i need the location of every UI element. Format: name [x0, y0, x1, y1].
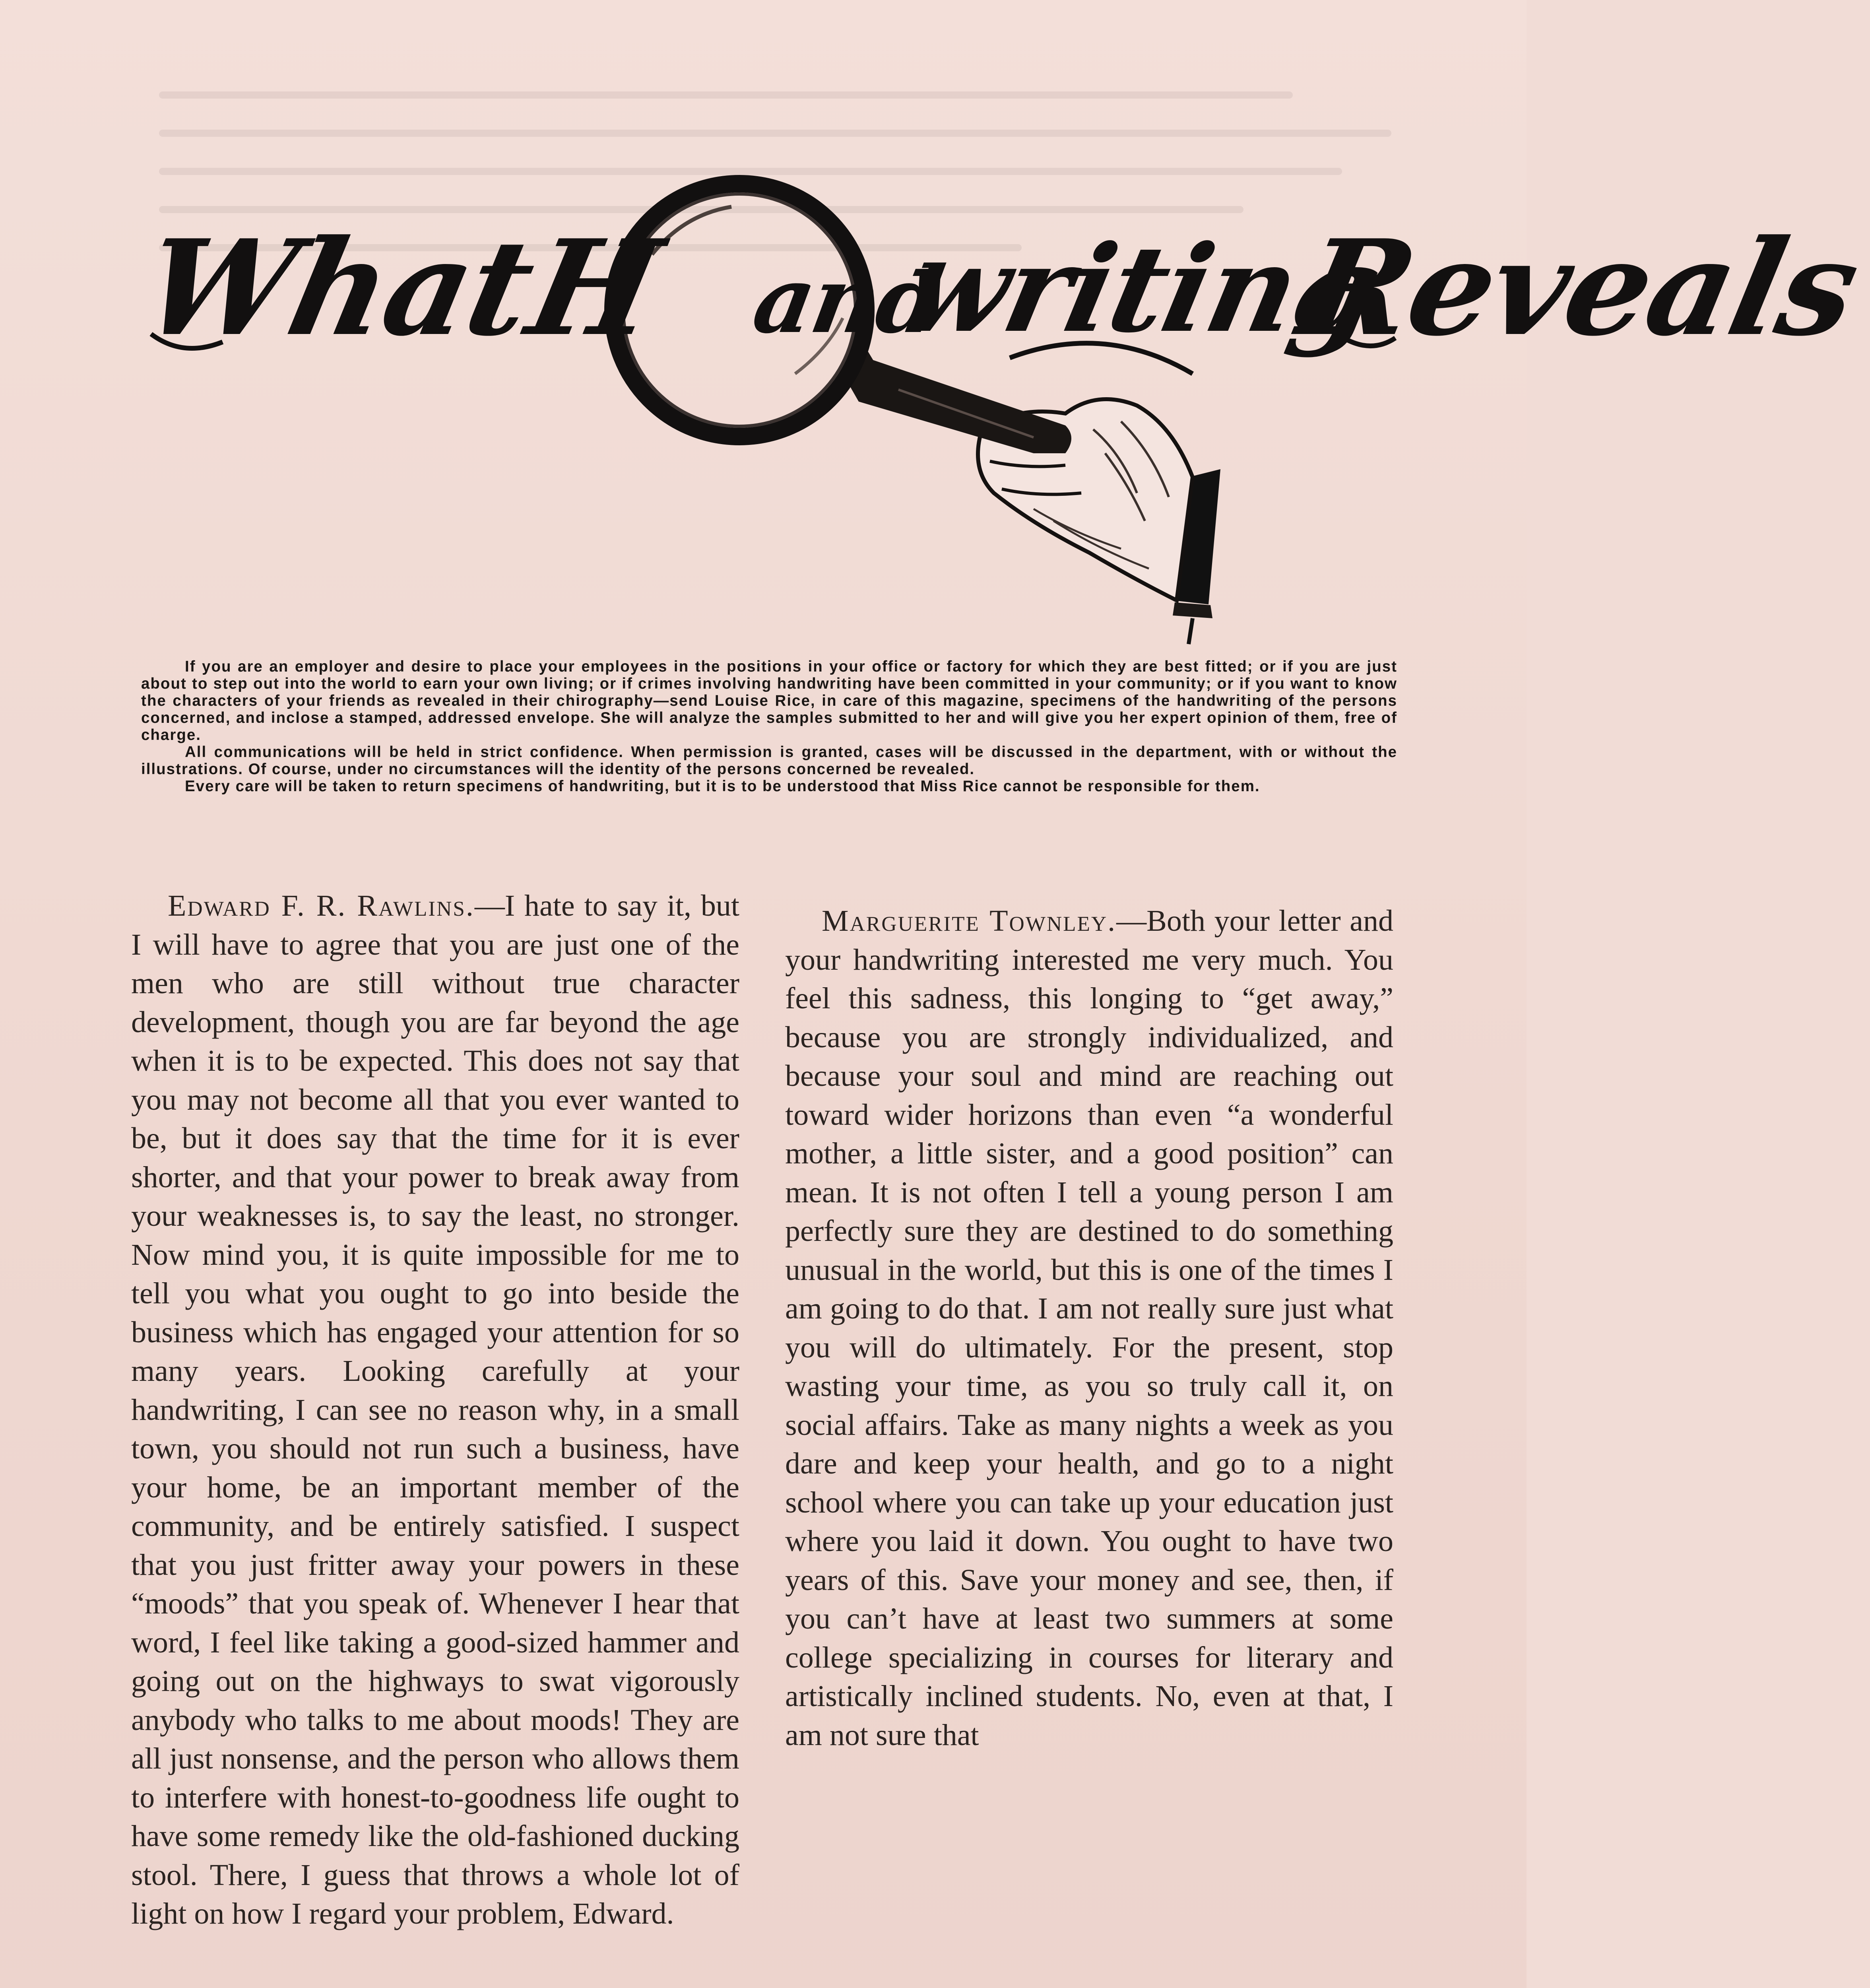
right-column — [785, 887, 1393, 1755]
letter-townley — [785, 902, 1393, 1755]
title-reveals: Reveals — [1287, 211, 1870, 365]
letter-reply-text: —Both your letter and your handwriting interested me very much. You feel this sadness, this longing to “get away,” because you are strongly individualized, and because your soul and mind are reaching out toward wider horizons than even “a wonderful mother, a little sister, and a good position” can mean. It is not often I tell a young person I am perfectly sure they are destined to do something unusual in the world, but this is one of the times I am going to do that. I am not really sure just what you will do ultimately. For the present, stop wasting your time, as you so truly call it, on social affairs. Take as many nights a week as you dare and keep your health, and go to a night school where you can take up your education just where you laid it down. You ought to have two years of this. Save your money and see, then, if you can’t have at least two summers at some college specializing in courses for literary and artistically inclined students. No, even at that, I am not sure that — [785, 904, 1393, 1752]
title-writing: writing — [891, 219, 1392, 359]
department-header — [119, 151, 1870, 648]
notice-paragraph: Every care will be taken to return specimens of handwriting, but it is to be understood that Miss Rice cannot be responsible for them. — [185, 778, 1260, 795]
notice-paragraph: If you are an employer and desire to place your employees in the positions in your office or factory for which they are best fitted; or if you are just about to step out into the world to earn your own living; or if crimes involving handwriting have been committed in your community; or if you want to know the characters of your friends as revealed in their chirography—send Louise Rice, in care of this magazine, specimens of the handwriting of the persons concerned, and inclose a stamped, addressed envelope. She will analyze the samples submitted to her and will give you her expert opinion of them, free of charge. — [141, 658, 1397, 744]
letter-reply-text: —I hate to say it, but I will have to agree that you are just one of the men who are still without true character development, though you are far beyond the age when it is to be expected. This does not say that you may not become all that you ever wanted to be, but it does say that the time for it is ever shorter, and that your power to break away from your weaknesses is, to say the least, no stronger. Now mind you, it is quite impossible for me to tell you what you ought to go into beside the business which has engaged your attention for so many years. Looking carefully at your handwriting, I can see no reason why, in a small town, you should not run such a business, have your home, be an important member of the community, and be entirely satisfied. I suspect that you just fritter away your powers in these “moods” that you speak of. Whenever I hear that word, I feel like taking a good-sized hammer and going out on the highways to swat vigorously anybody who talks to me about moods! They are all just nonsense, and the person who allows them to interfere with honest-to-goodness life ought to have some remedy like the old-fashioned ducking stool. There, I guess that throws a whole lot of light on how I regard your problem, Edward. — [131, 889, 739, 1930]
notice-paragraph: All communications will be held in strict confidence. When permission is granted, cases will be discussed in the department, with or without the illustrations. Of course, under no circumstances will the identity of the persons concerned be revealed. — [141, 744, 1397, 778]
department-notice — [141, 658, 1397, 795]
correspondent-name: Edward F. R. Rawlins. — [168, 889, 475, 922]
left-column — [131, 887, 739, 1934]
title-what: What — [130, 211, 546, 365]
letter-rawlins — [131, 887, 739, 1934]
correspondent-name: Marguerite Townley. — [822, 904, 1117, 938]
title-and: and — [746, 247, 950, 354]
title-h: H — [516, 211, 672, 365]
